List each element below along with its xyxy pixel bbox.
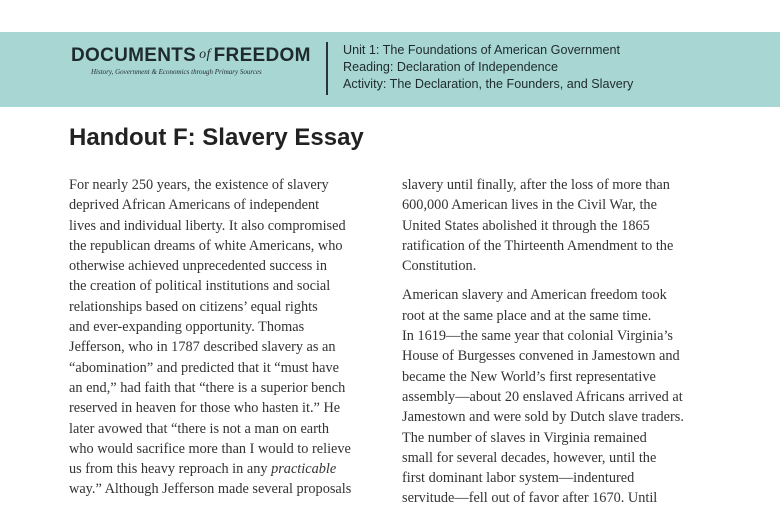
- text-line: became the New World’s first representative: [402, 368, 656, 385]
- text-line: the creation of political institutions and social: [69, 278, 331, 295]
- text-segment: us from this heavy reproach in any: [69, 461, 272, 478]
- essay-right-column: [402, 175, 732, 509]
- unit-info: [343, 42, 633, 93]
- header-banner: [0, 32, 780, 107]
- text-line: The number of slaves in Virginia remained: [402, 429, 647, 446]
- text-line: United States abolished it through the 1865: [402, 217, 650, 234]
- text-line: slavery until finally, after the loss of more than: [402, 177, 670, 193]
- handout-title: Handout F: Slavery Essay: [69, 124, 364, 151]
- text-line: who would sacrifice more than I would to relieve: [69, 440, 351, 457]
- reading-line: Reading: Declaration of Independence: [343, 60, 558, 74]
- text-line: ratification of the Thirteenth Amendment to the: [402, 237, 674, 254]
- text-line: way.” Although Jefferson made several proposals: [69, 481, 352, 498]
- text-line: and ever-expanding opportunity. Thomas: [69, 319, 305, 336]
- logo-word-freedom: FREEDOM: [213, 45, 311, 66]
- text-line: American slavery and American freedom took: [402, 287, 667, 304]
- text-line: In 1619—the same year that colonial Virginia’s: [402, 328, 673, 345]
- text-line: Constitution.: [402, 258, 477, 275]
- text-line: later avowed that “there is not a man on earth: [69, 420, 330, 437]
- header-divider: [326, 42, 328, 95]
- text-line: lives and individual liberty. It also compromised: [69, 217, 346, 234]
- logo-word-of: of: [199, 47, 211, 62]
- text-line: 600,000 American lives in the Civil War, the: [402, 197, 657, 214]
- text-line: the republican dreams of white Americans, who: [69, 237, 343, 254]
- text-line: “abomination” and predicted that it “must have: [69, 359, 339, 376]
- text-line: relationships based on citizens’ equal rights: [69, 298, 318, 315]
- activity-line: Activity: The Declaration, the Founders, and Slavery: [343, 77, 634, 91]
- italic-word: practicable: [271, 461, 337, 478]
- logo-wordmark: [71, 45, 311, 67]
- logo-word-documents: DOCUMENTS: [71, 45, 197, 66]
- text-line: reserved in heaven for those who hasten it.” He: [69, 400, 341, 417]
- text-line: first dominant labor system—indentured: [402, 470, 635, 487]
- text-line: an end,” had faith that “there is a superior bench: [69, 379, 346, 396]
- text-line: otherwise achieved unprecedented success in: [69, 258, 328, 275]
- documents-of-freedom-logo: [71, 45, 311, 76]
- text-line: For nearly 250 years, the existence of slavery: [69, 177, 329, 193]
- text-line: [69, 459, 379, 479]
- essay-left-column: [69, 175, 379, 500]
- text-line: deprived African Americans of independent: [69, 197, 320, 214]
- text-line: root at the same place and at the same time.: [402, 307, 652, 324]
- text-line: House of Burgesses convened in Jamestown and: [402, 348, 680, 365]
- text-line: Jefferson, who in 1787 described slavery as an: [69, 339, 336, 356]
- unit-line: Unit 1: The Foundations of American Government: [343, 43, 620, 57]
- logo-tagline: History, Government & Economics through Primary Sources: [91, 68, 262, 76]
- text-line: small for several decades, however, until the: [402, 449, 657, 466]
- text-line: servitude—fell out of favor after 1670. Until: [402, 490, 658, 507]
- text-line: assembly—about 20 enslaved Africans arrived at: [402, 388, 683, 405]
- paragraph-gap: [402, 276, 732, 285]
- text-line: Jamestown and were sold by Dutch slave traders.: [402, 409, 684, 426]
